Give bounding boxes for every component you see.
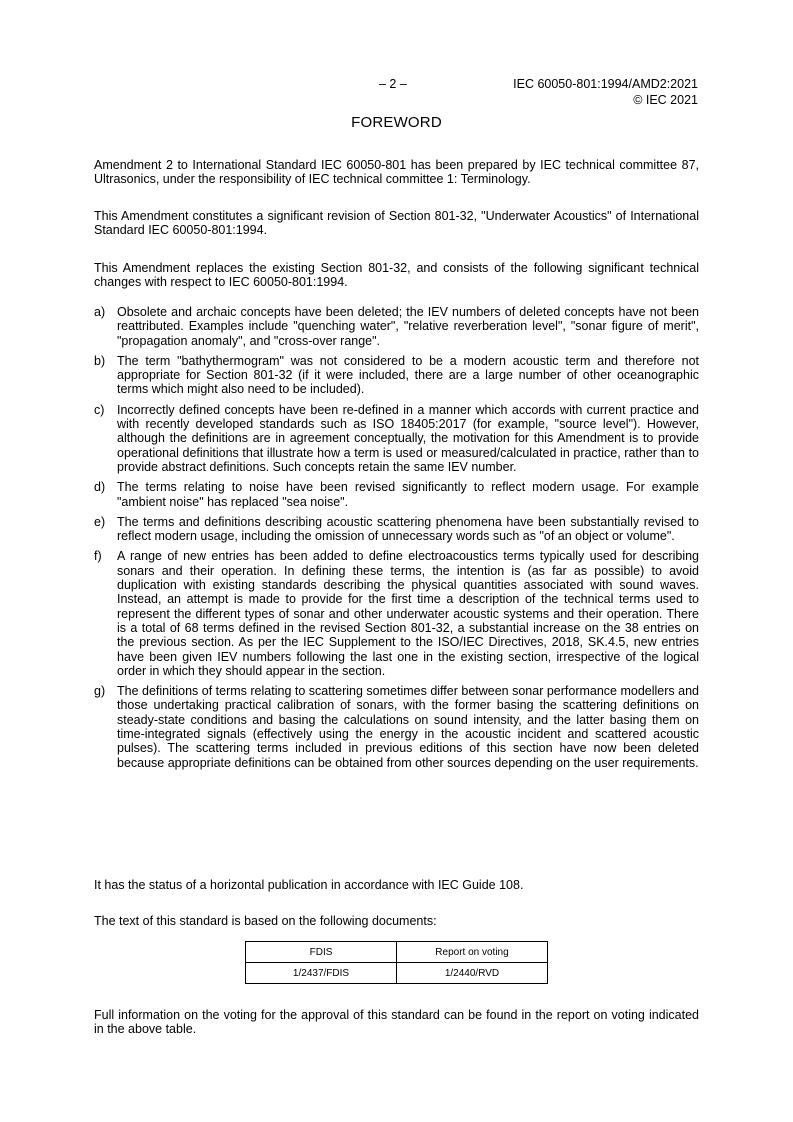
list-item-text: The terms and definitions describing acoustic scattering phenomena have been substantially revised to reflect modern usage, including the omission of unnecessary words such as "of an object or volume". <box>117 514 699 544</box>
list-marker: f) <box>94 549 102 564</box>
voting-table <box>245 941 548 984</box>
list-marker: c) <box>94 402 105 417</box>
list-item-text: Obsolete and archaic concepts have been deleted; the IEV numbers of deleted concepts have not been reattributed. Examples include "quenching water", "relative reverberation level", "sonar figure of merit", "propagation anomaly", and "cross-over range". <box>117 305 699 348</box>
paragraph-text: Full information on the voting for the approval of this standard can be found in the report on voting indicated in the above table. <box>94 1008 699 1037</box>
table-row <box>246 963 548 984</box>
paragraph-based-on <box>94 914 699 928</box>
paragraph-text: This Amendment constitutes a significant revision of Section 801-32, "Underwater Acoustics" of International Standard IEC 60050-801:1994. <box>94 209 699 238</box>
list-item-text: The term "bathythermogram" was not considered to be a modern acoustic term and therefore not appropriate for Section 801-32 (if it were included, there are a large number of other oceanographic terms which might also need to be included). <box>117 353 699 397</box>
table-cell-rvd: 1/2440/RVD <box>397 963 548 984</box>
copyright-notice: © IEC 2021 <box>633 92 698 107</box>
paragraph-text: Amendment 2 to International Standard IEC 60050-801 has been prepared by IEC technical committee 87, Ultrasonics, under the responsibility of IEC technical committee 1: Terminology. <box>94 158 699 187</box>
list-item-d <box>94 480 699 509</box>
list-item-text: The terms relating to noise have been revised significantly to reflect modern usage. For example "ambient noise" has replaced "sea noise". <box>117 480 699 509</box>
page-number: – 2 – <box>379 77 407 91</box>
paragraph-revision <box>94 209 699 238</box>
list-item-c <box>94 403 699 474</box>
list-item-f <box>94 549 699 678</box>
standard-reference: IEC 60050-801:1994/AMD2:2021 <box>513 77 698 91</box>
list-marker: b) <box>94 353 106 368</box>
paragraph-committee <box>94 158 699 187</box>
changes-list <box>94 305 699 776</box>
list-marker: e) <box>94 514 106 529</box>
paragraph-full-info <box>94 1008 699 1037</box>
list-item-g <box>94 684 699 770</box>
table-header-report: Report on voting <box>397 942 548 963</box>
list-item-text: A range of new entries has been added to define electroacoustics terms typically used for describing sonars and their operation. In defining these terms, the intention is (as far as possible) to avoid duplication with existing standards describing the physical quantities associated with sound waves. Instead, an attempt is made to provide for the first time a description of the technical terms used to represent the different types of sonar and other underwater acoustic systems and their operation. There is a total of 68 terms defined in the revised Section 801-32, a substantial increase on the 38 entries on the previous section. As per the IEC Supplement to the ISO/IEC Directives, 2018, SK.4.5, new entries have been given IEV numbers following the last one in the existing section, irrespective of the logical order in which they should appear in the section. <box>117 549 699 678</box>
paragraph-replaces <box>94 261 699 290</box>
paragraph-text: The text of this standard is based on the following documents: <box>94 914 437 928</box>
list-marker: d) <box>94 480 106 495</box>
list-item-text: The definitions of terms relating to scattering sometimes differ between sonar performance modellers and those undertaking practical calibration of sonars, with the former basing the scattering definitions on steady-state conditions and basing the calculations on sound intensity, and the latter basing them on time-integrated signals (effectively using the energy in the acoustic incident and scattered acoustic pulses). The scattering terms included in previous editions of this section have now been deleted because appropriate definitions can be obtained from other sources depending on the user requirements. <box>117 684 700 770</box>
list-item-text: Incorrectly defined concepts have been re-defined in a manner which accords with current practice and with recently developed standards such as ISO 18405:2017 (for example, "source level"). However, although the definitions are in agreement conceptually, the motivation for this Amendment is to provide operational definitions that illustrate how a term is used or measured/calculated in practice, rather than to provide abstract definitions. Such concepts retain the same IEV number. <box>117 402 699 474</box>
list-marker: g) <box>94 684 106 699</box>
table-cell-fdis: 1/2437/FDIS <box>246 963 397 984</box>
paragraph-status <box>94 878 699 892</box>
list-item-a <box>94 305 699 348</box>
document-reference <box>513 77 698 108</box>
paragraph-text: It has the status of a horizontal publication in accordance with IEC Guide 108. <box>94 878 524 892</box>
page-title: FOREWORD <box>351 114 442 131</box>
list-item-e <box>94 515 699 544</box>
list-item-b <box>94 354 699 397</box>
table-header-row <box>246 942 548 963</box>
table-header-fdis: FDIS <box>246 942 397 963</box>
paragraph-text: This Amendment replaces the existing Section 801-32, and consists of the following significant technical changes with respect to IEC 60050-801:1994. <box>94 261 699 290</box>
list-marker: a) <box>94 305 106 319</box>
